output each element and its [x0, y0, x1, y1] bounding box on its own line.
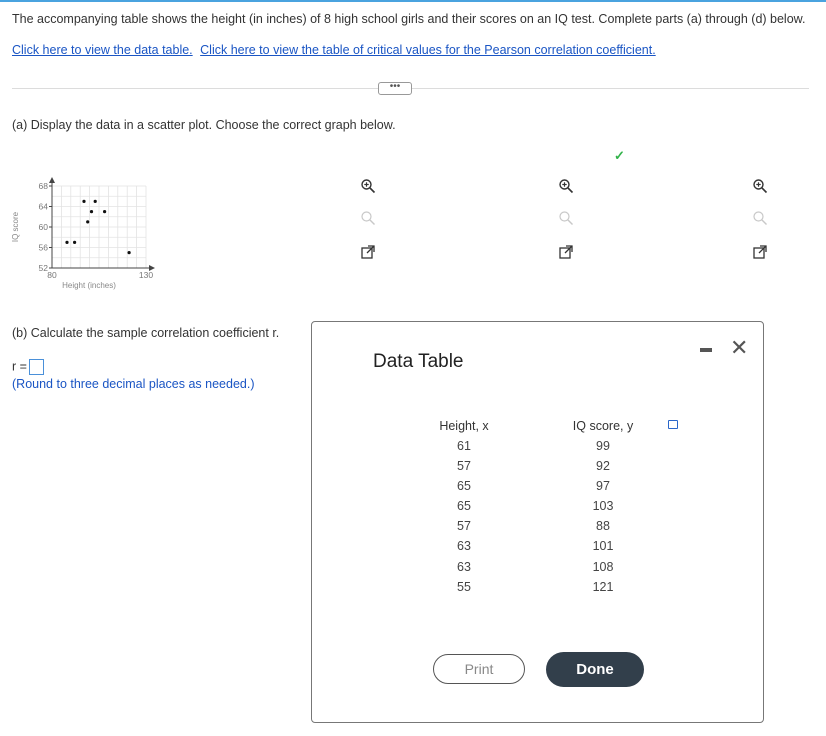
graph-option-a[interactable]	[8, 174, 198, 304]
data-point	[65, 241, 68, 244]
data-table-link[interactable]: Click here to view the data table.	[12, 43, 193, 57]
iq-value: 97	[596, 479, 610, 494]
x-tick-label: 80	[47, 270, 57, 280]
data-point	[73, 241, 76, 244]
height-column	[424, 416, 504, 597]
zoom-out-icon[interactable]	[162, 210, 178, 226]
data-table-dialog	[311, 321, 764, 723]
round-hint: (Round to three decimal places as needed.)	[12, 377, 255, 391]
data-point	[103, 210, 106, 213]
iq-value: 121	[592, 579, 614, 594]
question-intro: The accompanying table shows the height (in inches) of 8 high school girls and their scores on an IQ test. Complete parts (a) through (d) below.	[12, 12, 806, 26]
data-point	[128, 251, 131, 254]
iq-column	[560, 416, 646, 597]
graph-option-b[interactable]	[206, 174, 396, 304]
data-point	[86, 220, 89, 223]
y-tick-label: 52	[38, 263, 48, 273]
more-button[interactable]: •••	[378, 82, 412, 95]
pop-out-icon[interactable]	[558, 244, 574, 260]
r-label: r =	[12, 359, 27, 374]
print-button[interactable]: Print	[433, 654, 525, 684]
close-button[interactable]: ✕	[730, 335, 749, 360]
iq-value: 103	[592, 499, 614, 514]
part-a-prompt: (a) Display the data in a scatter plot. Choose the correct graph below.	[12, 118, 396, 132]
x-axis-label: Height (inches)	[62, 281, 116, 290]
graph-option-c[interactable]	[404, 174, 594, 304]
y-axis-arrow	[49, 177, 55, 183]
zoom-out-icon[interactable]	[558, 210, 574, 226]
iq-value: 99	[596, 439, 610, 453]
iq-value: 88	[596, 519, 610, 534]
iq-value: 108	[592, 559, 614, 574]
height-value: 61	[457, 439, 471, 453]
height-value: 63	[457, 539, 471, 554]
correct-check-icon: ✓	[614, 148, 625, 163]
pop-out-icon[interactable]	[162, 244, 178, 260]
graph-option-d[interactable]	[602, 174, 792, 304]
data-point	[94, 200, 97, 203]
part-b-prompt: (b) Calculate the sample correlation coefficient r.	[12, 326, 280, 340]
height-value: 63	[457, 559, 471, 574]
pop-out-icon[interactable]	[752, 244, 768, 260]
iq-value: 101	[592, 539, 614, 554]
done-button[interactable]: Done	[546, 652, 644, 687]
zoom-out-icon[interactable]	[752, 210, 768, 226]
minimize-button[interactable]	[700, 348, 712, 352]
y-tick-label: 60	[38, 222, 48, 232]
y-tick-label: 56	[38, 242, 48, 253]
x-tick-label: 130	[138, 270, 154, 280]
zoom-out-icon[interactable]	[360, 210, 376, 226]
zoom-in-icon[interactable]	[558, 178, 574, 194]
y-tick-label: 64	[38, 201, 48, 212]
data-point	[90, 210, 93, 213]
dialog-title: Data Table	[373, 351, 464, 372]
zoom-in-icon[interactable]	[360, 178, 376, 194]
pop-out-icon[interactable]	[360, 244, 376, 260]
y-tick-label: 68	[38, 181, 48, 191]
height-value: 57	[457, 519, 471, 534]
data-point	[82, 200, 85, 203]
copy-icon[interactable]	[668, 420, 678, 429]
r-answer-input[interactable]	[29, 359, 44, 375]
iq-value: 92	[596, 459, 610, 474]
links-row	[12, 43, 656, 57]
col-header-iq: IQ score, y	[572, 419, 634, 433]
height-value: 65	[457, 499, 471, 514]
r-answer-row	[12, 359, 44, 375]
height-value: 55	[457, 579, 471, 594]
zoom-in-icon[interactable]	[162, 178, 178, 194]
zoom-in-icon[interactable]	[752, 178, 768, 194]
height-value: 65	[457, 479, 471, 494]
y-axis-label: IQ score	[11, 211, 20, 243]
critical-values-link[interactable]: Click here to view the table of critical values for the Pearson correlation coefficient.	[200, 43, 656, 57]
col-header-height: Height, x	[439, 419, 489, 433]
top-accent-line	[0, 0, 826, 2]
height-value: 57	[457, 459, 471, 474]
